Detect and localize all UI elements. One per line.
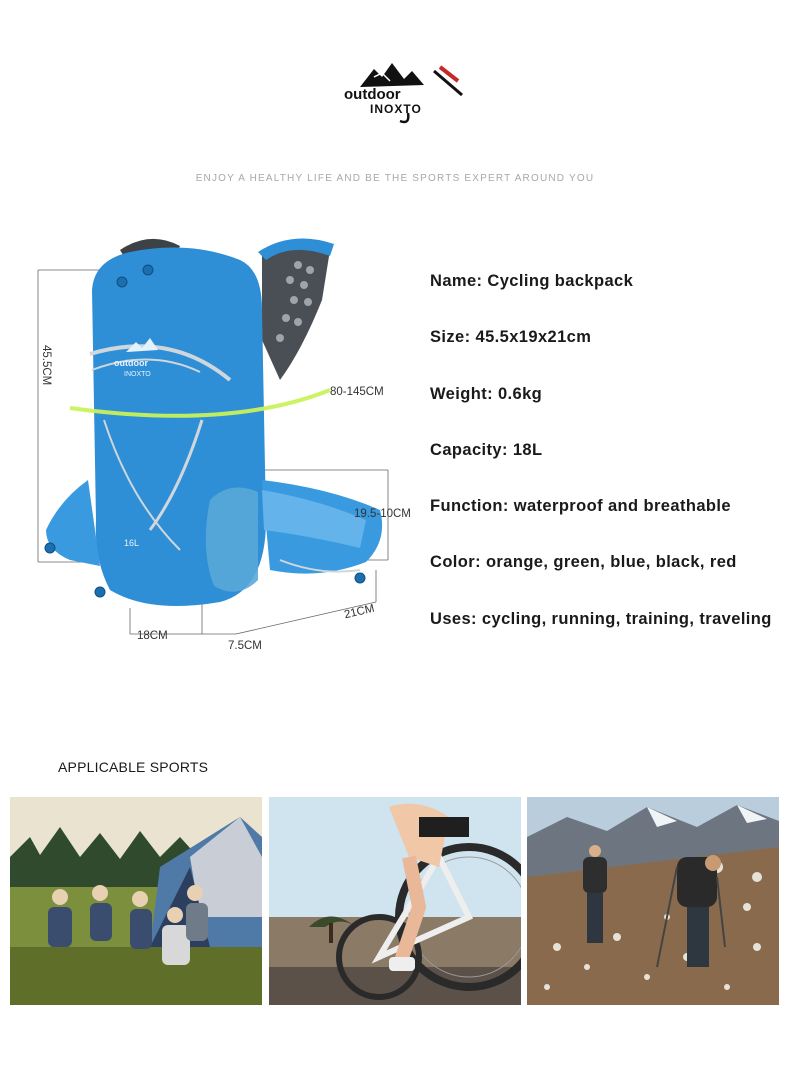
cycling-photo: [269, 797, 521, 1005]
spec-uses: Uses: cycling, running, training, traveling: [430, 609, 772, 628]
dimension-waist-label: 80-145CM: [330, 386, 384, 398]
dimension-height-label: 45.5CM: [40, 345, 52, 386]
dimension-width-label: 18CM: [137, 630, 168, 642]
tagline: ENJOY A HEALTHY LIFE AND BE THE SPORTS EXPERT AROUND YOU: [195, 173, 595, 184]
spec-name: Name: Cycling backpack: [430, 272, 634, 290]
hiking-photo: [527, 797, 779, 1005]
bag-capacity-badge: 16L: [124, 538, 140, 548]
bag-logo-line2: INOXTO: [124, 371, 151, 378]
dimension-depth-label: 21CM: [343, 602, 376, 622]
dimension-belt-label: 19.5-10CM: [354, 508, 411, 520]
spec-size: Size: 45.5x19x21cm: [430, 328, 592, 347]
section-title-applicable-sports: APPLICABLE SPORTS: [58, 759, 209, 775]
logo-text-brand: INOXTO: [370, 102, 422, 116]
dimension-side-label: 7.5CM: [228, 640, 262, 652]
camping-photo: [10, 797, 262, 1005]
spec-color: Color: orange, green, blue, black, red: [430, 553, 737, 572]
bag-logo-line1: outdoor: [114, 358, 148, 368]
spec-weight: Weight: 0.6kg: [430, 384, 543, 403]
spec-capacity: Capacity: 18L: [430, 440, 543, 459]
spec-list: [430, 272, 772, 666]
spec-function: Function: waterproof and breathable: [430, 497, 731, 516]
backpack-image: [30, 230, 410, 660]
brand-logo: [330, 55, 470, 130]
logo-text-outdoor: outdoor: [344, 86, 401, 103]
